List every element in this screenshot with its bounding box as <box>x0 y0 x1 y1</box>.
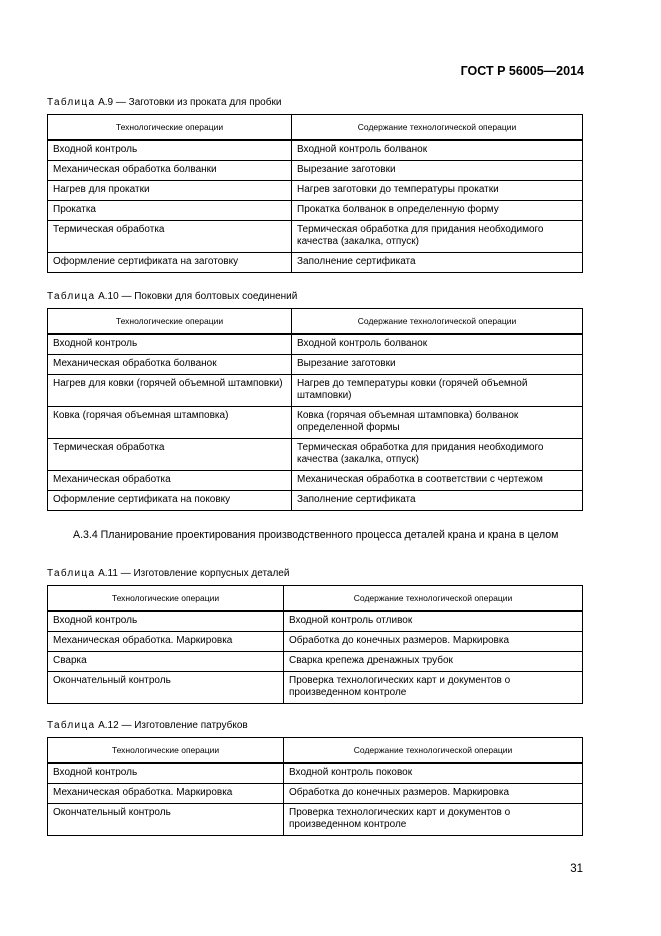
operation-content-cell: Механическая обработка в соответствии с чертежом <box>292 471 583 491</box>
operation-content-cell: Нагрев заготовки до температуры прокатки <box>292 181 583 201</box>
table-row <box>48 763 583 784</box>
operation-cell: Прокатка <box>48 201 292 221</box>
operation-cell: Механическая обработка <box>48 471 292 491</box>
operation-content-cell: Прокатка болванок в определенную форму <box>292 201 583 221</box>
table-row <box>48 407 583 439</box>
table-row <box>48 161 583 181</box>
operation-content-cell: Входной контроль болванок <box>292 140 583 161</box>
table-row <box>48 334 583 355</box>
operation-content-cell: Ковка (горячая объемная штамповка) болванок определенной формы <box>292 407 583 439</box>
operation-content-cell: Обработка до конечных размеров. Маркировка <box>284 632 583 652</box>
table-a9 <box>47 114 583 273</box>
operation-cell: Оформление сертификата на заготовку <box>48 253 292 273</box>
column-header-content: Содержание технологической операции <box>284 738 583 764</box>
operation-content-cell: Проверка технологических карт и документов о произведенном контроле <box>284 672 583 704</box>
operation-cell: Механическая обработка болванок <box>48 355 292 375</box>
table-caption-a12: Таблица А.12 — Изготовление патрубков <box>47 720 248 731</box>
table-row <box>48 491 583 511</box>
table-row <box>48 804 583 836</box>
operation-content-cell: Термическая обработка для придания необходимого качества (закалка, отпуск) <box>292 439 583 471</box>
operation-content-cell: Нагрев до температуры ковки (горячей объемной штамповки) <box>292 375 583 407</box>
column-header-operations: Технологические операции <box>48 115 292 141</box>
column-header-content: Содержание технологической операции <box>292 309 583 335</box>
column-header-operations: Технологические операции <box>48 738 284 764</box>
table-row <box>48 784 583 804</box>
table-a10 <box>47 308 583 511</box>
table-row <box>48 632 583 652</box>
table-header-row <box>48 738 583 764</box>
operation-cell: Механическая обработка болванки <box>48 161 292 181</box>
operation-cell: Механическая обработка. Маркировка <box>48 784 284 804</box>
page-number: 31 <box>570 863 583 875</box>
table-row <box>48 672 583 704</box>
table-row <box>48 439 583 471</box>
table-row <box>48 611 583 632</box>
operation-content-cell: Термическая обработка для придания необходимого качества (закалка, отпуск) <box>292 221 583 253</box>
operation-cell: Механическая обработка. Маркировка <box>48 632 284 652</box>
table-row <box>48 355 583 375</box>
table-a11 <box>47 585 583 704</box>
operation-cell: Входной контроль <box>48 763 284 784</box>
table-row <box>48 375 583 407</box>
column-header-content: Содержание технологической операции <box>292 115 583 141</box>
operation-content-cell: Входной контроль отливок <box>284 611 583 632</box>
table-caption-a11: Таблица А.11 — Изготовление корпусных деталей <box>47 568 290 579</box>
column-header-operations: Технологические операции <box>48 309 292 335</box>
table-row <box>48 221 583 253</box>
operation-cell: Входной контроль <box>48 334 292 355</box>
document-standard-number: ГОСТ Р 56005—2014 <box>460 64 584 78</box>
operation-content-cell: Заполнение сертификата <box>292 253 583 273</box>
table-caption-a10: Таблица А.10 — Поковки для болтовых соединений <box>47 291 298 302</box>
operation-content-cell: Вырезание заготовки <box>292 355 583 375</box>
table-header-row <box>48 309 583 335</box>
operation-cell: Нагрев для ковки (горячей объемной штамповки) <box>48 375 292 407</box>
operation-cell: Термическая обработка <box>48 439 292 471</box>
operation-content-cell: Проверка технологических карт и документов о произведенном контроле <box>284 804 583 836</box>
column-header-operations: Технологические операции <box>48 586 284 612</box>
operation-content-cell: Входной контроль болванок <box>292 334 583 355</box>
column-header-content: Содержание технологической операции <box>284 586 583 612</box>
operation-cell: Окончательный контроль <box>48 672 284 704</box>
table-a12 <box>47 737 583 836</box>
table-row <box>48 140 583 161</box>
table-row <box>48 253 583 273</box>
operation-content-cell: Вырезание заготовки <box>292 161 583 181</box>
operation-cell: Нагрев для прокатки <box>48 181 292 201</box>
operation-cell: Окончательный контроль <box>48 804 284 836</box>
operation-content-cell: Входной контроль поковок <box>284 763 583 784</box>
table-caption-a9: Таблица А.9 — Заготовки из проката для пробки <box>47 97 282 108</box>
table-row <box>48 201 583 221</box>
operation-content-cell: Сварка крепежа дренажных трубок <box>284 652 583 672</box>
table-header-row <box>48 586 583 612</box>
table-header-row <box>48 115 583 141</box>
operation-cell: Сварка <box>48 652 284 672</box>
table-row <box>48 471 583 491</box>
operation-cell: Входной контроль <box>48 611 284 632</box>
operation-cell: Термическая обработка <box>48 221 292 253</box>
section-paragraph: А.3.4 Планирование проектирования производственного процесса деталей крана и крана в целом <box>73 529 559 541</box>
table-row <box>48 181 583 201</box>
operation-content-cell: Обработка до конечных размеров. Маркировка <box>284 784 583 804</box>
operation-cell: Входной контроль <box>48 140 292 161</box>
table-row <box>48 652 583 672</box>
operation-cell: Ковка (горячая объемная штамповка) <box>48 407 292 439</box>
operation-content-cell: Заполнение сертификата <box>292 491 583 511</box>
operation-cell: Оформление сертификата на поковку <box>48 491 292 511</box>
